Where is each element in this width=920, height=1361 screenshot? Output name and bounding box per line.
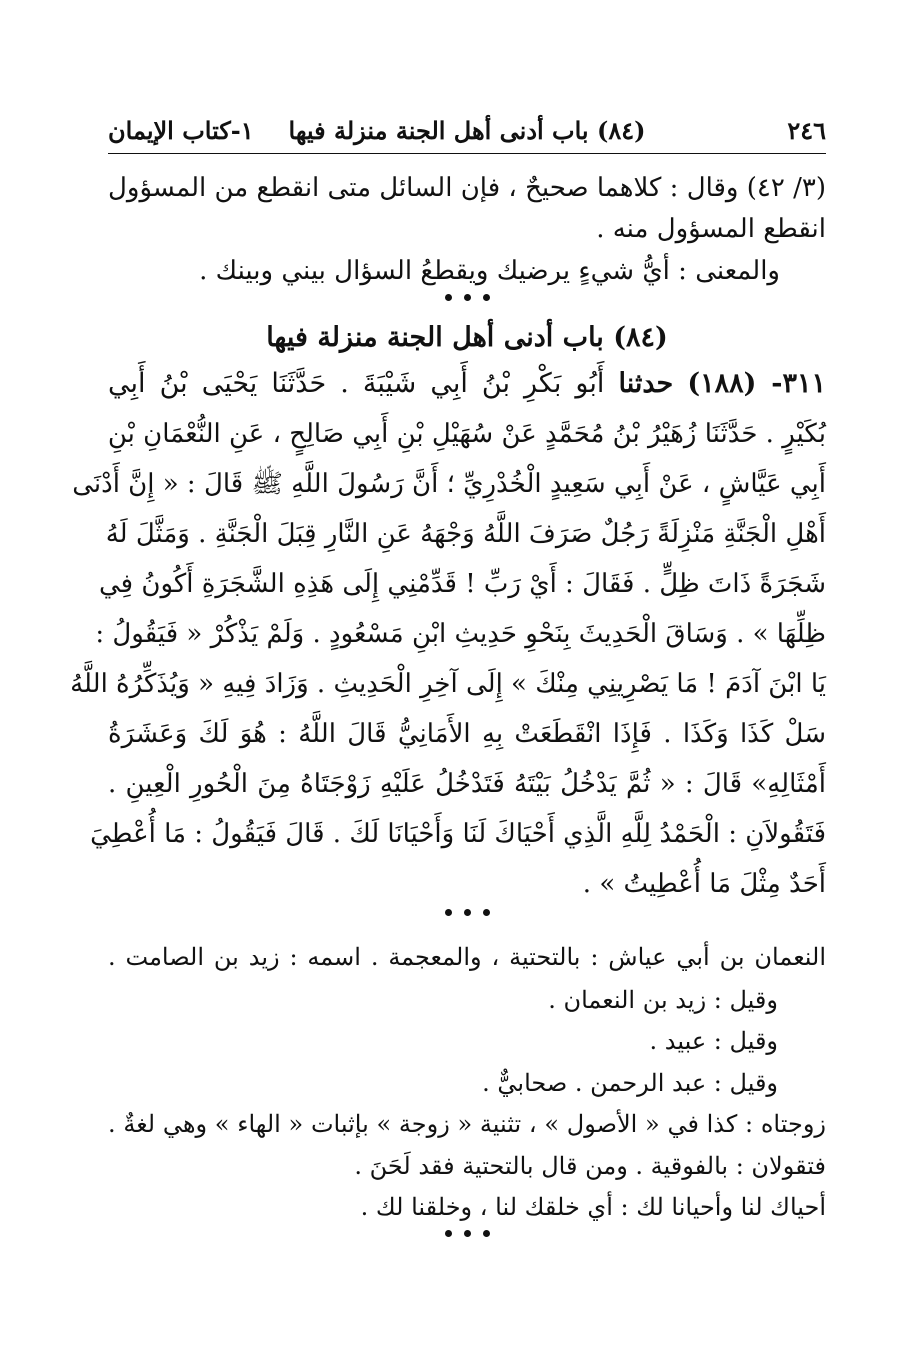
- commentary-line: وقيل : عبد الرحمن . صحابيٌّ .: [482, 1069, 778, 1097]
- commentary-line: زوجتاه : كذا في « الأصول » ، تثنية « زوجة » بإثبات « الهاء » وهي لغةٌ .: [108, 1110, 827, 1138]
- hadith-line: شَجَرَةً ذَاتَ ظِلٍّ . فَقَالَ : أَيْ رَبِّ ! قَدِّمْنِي إِلَى هَذِهِ الشَّجَرَةِ أَكُونُ فِي: [98, 569, 826, 599]
- hadith-number: ٣١١: [782, 368, 826, 399]
- hadith-line: أَهْلِ الْجَنَّةِ مَنْزِلَةً رَجُلٌ صَرَفَ اللَّهُ وَجْهَهُ عَنِ النَّارِ قِبَلَ الْجَنَّةِ . وَمَثَّلَ لَهُ: [105, 519, 826, 549]
- separator-stars: [108, 1227, 826, 1241]
- separator-stars: [108, 906, 826, 920]
- hadith-line: أَمْثَالِهِ» قَالَ : « ثُمَّ يَدْخُلُ بَيْتَهُ فَتَدْخُلُ عَلَيْهِ زَوْجَتَاهُ مِنَ الْحُورِ الْعِينِ .: [108, 769, 826, 799]
- section-heading: (٨٤) باب أدنى أهل الجنة منزلة فيها: [266, 322, 668, 353]
- hadith-line: سَلْ كَذَا وَكَذَا . فَإِذَا انْقَطَعَتْ بِهِ الأَمَانِيُّ قَالَ اللَّهُ : هُوَ لَكَ وَعَشَرَةُ: [108, 719, 826, 749]
- commentary-line: أحياك لنا وأحيانا لك : أي خلقك لنا ، وخلقنا لك .: [360, 1193, 826, 1221]
- commentary-line: وقيل : زيد بن النعمان .: [548, 986, 778, 1014]
- intro-line: (٣/ ٤٢) وقال : كلاهما صحيحٌ ، فإن السائل متى انقطع من المسؤول: [108, 173, 826, 203]
- page-number: ٢٤٦: [787, 116, 826, 145]
- meaning-line: والمعنى : أيُّ شيءٍ يرضيك ويقطعُ السؤال بيني وبينك .: [199, 256, 780, 286]
- hadith-line: ظِلِّهَا » . وَسَاقَ الْحَدِيثَ بِنَحْوِ حَدِيثِ ابْنِ مَسْعُودٍ . وَلَمْ يَذْكُرْ « فَيَقُولُ :: [95, 619, 826, 649]
- hadith-first-line-text: أَبُو بَكْرِ بْنُ أَبِي شَيْبَةَ . حَدَّثَنَا يَحْيَى بْنُ أَبِي: [108, 368, 605, 399]
- chapter-title: (٨٤) باب أدنى أهل الجنة منزلة فيها: [288, 116, 646, 145]
- hadith-line: أَبِي عَيَّاشٍ ، عَنْ أَبِي سَعِيدٍ الْخُدْرِيِّ ؛ أَنَّ رَسُولَ اللَّهِ ﷺ قَالَ : « إِنَّ أَدْنَى: [72, 469, 826, 499]
- running-header: [108, 116, 826, 152]
- commentary-line: النعمان بن أبي عياش : بالتحتية ، والمعجمة . اسمه : زيد بن الصامت .: [108, 943, 826, 971]
- commentary-line: وقيل : عبيد .: [649, 1027, 778, 1055]
- book-page: [70, 0, 827, 1361]
- hadith-opening: حدثنا: [618, 368, 674, 399]
- commentary-line: فتقولان : بالفوقية . ومن قال بالتحتية فقد لَحَنَ .: [354, 1152, 826, 1180]
- hadith-first-line: ٣١١- (١٨٨) حدثنا أَبُو بَكْرِ بْنُ أَبِي شَيْبَةَ . حَدَّثَنَا يَحْيَى بْنُ أَبِي: [108, 368, 826, 399]
- hadith-line: يَا ابْنَ آدَمَ ! مَا يَصْرِينِي مِنْكَ » إِلَى آخِرِ الْحَدِيثِ . وَزَادَ فِيهِ « وَيُذَكِّرُهُ اللَّهُ: [70, 669, 826, 699]
- separator-stars: [108, 291, 826, 305]
- hadith-line: فَتَقُولاَنِ : الْحَمْدُ لِلَّهِ الَّذِي أَحْيَاكَ لَنَا وَأَحْيَانَا لَكَ . قَالَ فَيَقُولُ : مَا أُعْطِيَ: [90, 819, 826, 849]
- hadith-line: بُكَيْرٍ . حَدَّثَنَا زُهَيْرُ بْنُ مُحَمَّدٍ عَنْ سُهَيْلِ بْنِ أَبِي صَالِحٍ ، عَنِ النُّعْمَانِ بْنِ: [107, 419, 826, 449]
- book-title: ١-كتاب الإيمان: [108, 116, 254, 145]
- intro-line: انقطع المسؤول منه .: [596, 214, 826, 244]
- hadith-sub-number: (١٨٨): [687, 368, 757, 399]
- header-rule: [108, 153, 826, 154]
- hadith-line: أَحَدٌ مِثْلَ مَا أُعْطِيتُ » .: [582, 869, 826, 899]
